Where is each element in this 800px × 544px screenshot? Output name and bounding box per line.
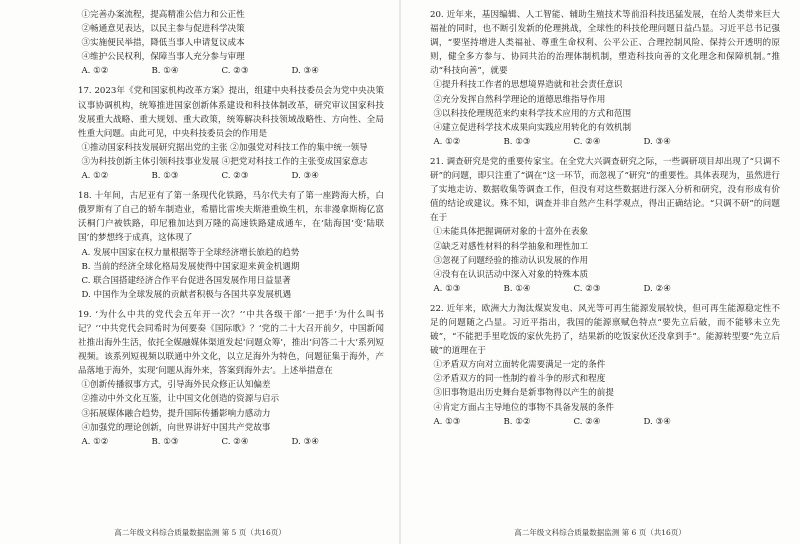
right-column <box>430 8 780 429</box>
q19-choice-b: B. ①③ <box>151 436 179 447</box>
q19-choice-c: C. ②④ <box>221 436 249 447</box>
q22-choice-c: C. ②④ <box>573 416 601 427</box>
q21-choice-d: D. ②④ <box>643 283 671 294</box>
q22-block <box>430 302 780 429</box>
q18-stem: 18. 十年间，古尼亚有了第一条现代化铁路，马尔代夫有了第一座跨海大桥，白俄罗斯有了自己的轿车制造业，希腊比雷埃夫斯港重焕生机，东非漫拿斯梅亿富沃桐门户被铁路，印尼雅加达到万隆的高速铁路建成通车，在‘陆海国’变‘陆联国’的梦想终于成真，这体现了 <box>78 191 384 244</box>
q19-block <box>78 308 384 449</box>
q22-stem: 22. 近年来，欧洲大力淘汰煤炭发电、风光等可再生能源发展较快，但可再生能源稳定性不足的问题随之凸显。习近平指出，我国的能源禀赋色特点“要先立后破，而不能够未立先破”，“不能把手里吃饭的家伙先扔了，结果新的吃饭家伙还没拿到手”。能源转型要“先立后破”的道理在于 <box>430 303 780 357</box>
q19-choice-a: A. ①② <box>81 436 109 447</box>
q20-choices <box>430 135 780 149</box>
q22-option-3: ③旧事物退出历史舞台是新事物得以产生的前提 <box>433 388 614 399</box>
q16-block <box>78 8 384 78</box>
q22-choice-a: A. ①③ <box>433 416 461 427</box>
q21-stem: 21. 调查研究是党的重要传家宝。在全党大兴调查研究之际，一些调研项目却出现了“只调不研”的问题，即只注重了“调在”这一环节，而忽视了“研究”的重要性。具体表现为，虽然进行了实地走访、数据收集等调查工作，但没有对这些数据进行深入分析和研究，没有形成有价值的结论或建议。殊不知，调查并非自然产生科学观点，得出正确结论。“只调不研”的问题在于 <box>430 156 780 224</box>
q20-stem: 20. 近年来，基因编辑、人工智能、辅助生殖技术等前沿科技迅猛发展，在给人类带来巨大福祉的同时，也不断引发新的伦理挑战，全球性的科技伦理问题日益凸显。习近平总书记强调，“要坚持增进人类福祉、尊重生命权利、公平公正、合理控制风险、保持公开透明的原则，健全多方参与、协同共治的治理体制机制，塑造科技向善的文化理念和保障机制。”推动“科技向善”，就要 <box>430 10 780 77</box>
left-column <box>78 8 384 449</box>
q16-choice-b: B. ①④ <box>151 66 179 77</box>
q20-option-2: ②充分发挥自然科学理论的道德思维指导作用 <box>433 94 606 105</box>
q20-choice-b: B. ①③ <box>503 136 531 147</box>
q18-option-a: A. 发展中国家在权力量根据等于全球经济增长旅趋的趋势 <box>81 247 300 258</box>
page-6 <box>400 0 800 544</box>
q22-option-1: ①矛盾双方向对立面转化需要满足一定的条件 <box>433 360 606 371</box>
q19-option-2: ②推动中外文化互鉴，让中国文化创造的资源与启示 <box>81 394 280 405</box>
q21-option-4: ④没有在认识活动中深入对象的特殊本质 <box>433 269 589 280</box>
q20-option-3: ③以科技伦理规范来约束科学技术应用的方式和范围 <box>433 108 632 119</box>
q21-choice-b: B. ①④ <box>503 283 531 294</box>
q22-choice-d: D. ③④ <box>643 416 671 427</box>
q16-choice-d: D. ③④ <box>291 66 319 77</box>
q16-choice-c: C. ②③ <box>221 66 249 77</box>
q21-option-2: ②缺乏对感性材料的科学抽象和理性加工 <box>433 241 589 252</box>
q20-choice-c: C. ②④ <box>573 136 601 147</box>
q17-stem: 17. 2023年《党和国家机构改革方案》提出，组建中央科技委员会为党中央决策议事协调机构，统筹推进国家创新体系建设和科技体制改革，研究审议国家科技发展重大战略、重大规划、重大政策，统筹解决科技领域战略性、方向性、全局性重大问题。由此可见，中央科技委员会的作用是 <box>78 86 384 139</box>
q16-option-3: ③实施便民举措，降低当事人申请复议成本 <box>81 38 245 49</box>
q18-block <box>78 189 384 302</box>
q16-choices <box>78 64 384 78</box>
q19-option-3: ③拓展媒体融合趋势，提升国际传播影响力感动力 <box>81 408 271 419</box>
q21-choice-c: C. ②③ <box>573 283 601 294</box>
q22-choices <box>430 415 780 429</box>
q22-choice-b: B. ①② <box>503 416 531 427</box>
q16-option-4: ④维护公民权利，保障当事人充分参与审理 <box>81 52 245 63</box>
page-5-footer: 高二年级文科综合质量数据监测 第 5 页（共16页） <box>114 528 286 537</box>
q17-block <box>78 84 384 183</box>
q17-choice-b: B. ①③ <box>151 171 179 182</box>
q18-option-c: C. 联合国搭建经济合作平台促进各国发展作用日益显著 <box>81 275 291 286</box>
q19-stem: 19. ‘为什么中共的党代会五年开一次？’‘中共各级干部‘一把手’为什么叫书记？’‘中共党代会同希时为何要奏《国际歌》？’党的二十大召开前夕，中国新闻社推出海外生活，依托全媒融媒体渠道发起‘问题众筹’，推出‘问答二十大’系列短视频。该系列短视频以联通中外文化，以立足海外为特色，问题征集于海外，产品落地于海外，实现‘问题从海外来，答案到海外去’。上述举措意在 <box>78 309 384 377</box>
q17-choice-a: A. ①② <box>81 171 109 182</box>
q16-option-1: ①完善办案流程，提高精准公信力和公正性 <box>81 10 245 20</box>
page-6-footer: 高二年级文科综合质量数据监测 第 6 页（共16页） <box>514 528 686 537</box>
q19-choice-d: D. ③④ <box>291 436 319 447</box>
q17-choices <box>78 169 384 183</box>
q17-choice-d: D. ③④ <box>291 171 319 182</box>
q20-choice-a: A. ①② <box>433 136 461 147</box>
q21-option-3: ③忽视了问题经验的推动认识发展的作用 <box>433 255 589 266</box>
q16-option-2: ②畅通意见表达，以民主参与促进科学决策 <box>81 24 245 35</box>
q21-block <box>430 155 780 296</box>
q16-choice-a: A. ①② <box>81 66 109 77</box>
q18-option-d: D. 中国作为全球发展的贡献者积极与各国共享发展机遇 <box>81 289 292 300</box>
q21-option-1: ①未能具体把握调研对象的十富外在表象 <box>433 227 589 238</box>
q17-choice-c: C. ②③ <box>221 171 249 182</box>
q20-option-4: ④建立促进科学技术成果向实践应用转化的有效机制 <box>433 122 632 133</box>
q19-option-1: ①创新传播叙事方式，引导海外民众修正认知偏差 <box>81 380 271 391</box>
q22-option-4: ④肯定方面占主导地位的事物不具备发展的条件 <box>433 402 614 413</box>
q20-block <box>430 8 780 149</box>
q21-choice-a: A. ①③ <box>433 283 461 294</box>
q19-option-4: ④加强党的理论创新，向世界讲好中国共产党故事 <box>81 422 271 433</box>
q18-option-b: B. 当前的经济全球化格局发展使得中国家迎来黄金机遇期 <box>81 261 300 272</box>
q17-option-row-1: ①推动国家科技发展研究据出党的主张 ②加强党对科技工作的集中统一领导 <box>81 142 368 153</box>
q20-choice-d: D. ③④ <box>643 136 671 147</box>
q21-choices <box>430 282 780 296</box>
q22-option-2: ②矛盾双方的同一性制约着斗争的形式和程度 <box>433 374 606 385</box>
q17-option-row-2: ③为科技创新主体引领科技事业发展 ④把党对科技工作的主张变成国家意志 <box>81 156 368 167</box>
q19-choices <box>78 435 384 449</box>
q20-option-1: ①提升科技工作者的思想境界造就和社会责任意识 <box>433 80 623 91</box>
